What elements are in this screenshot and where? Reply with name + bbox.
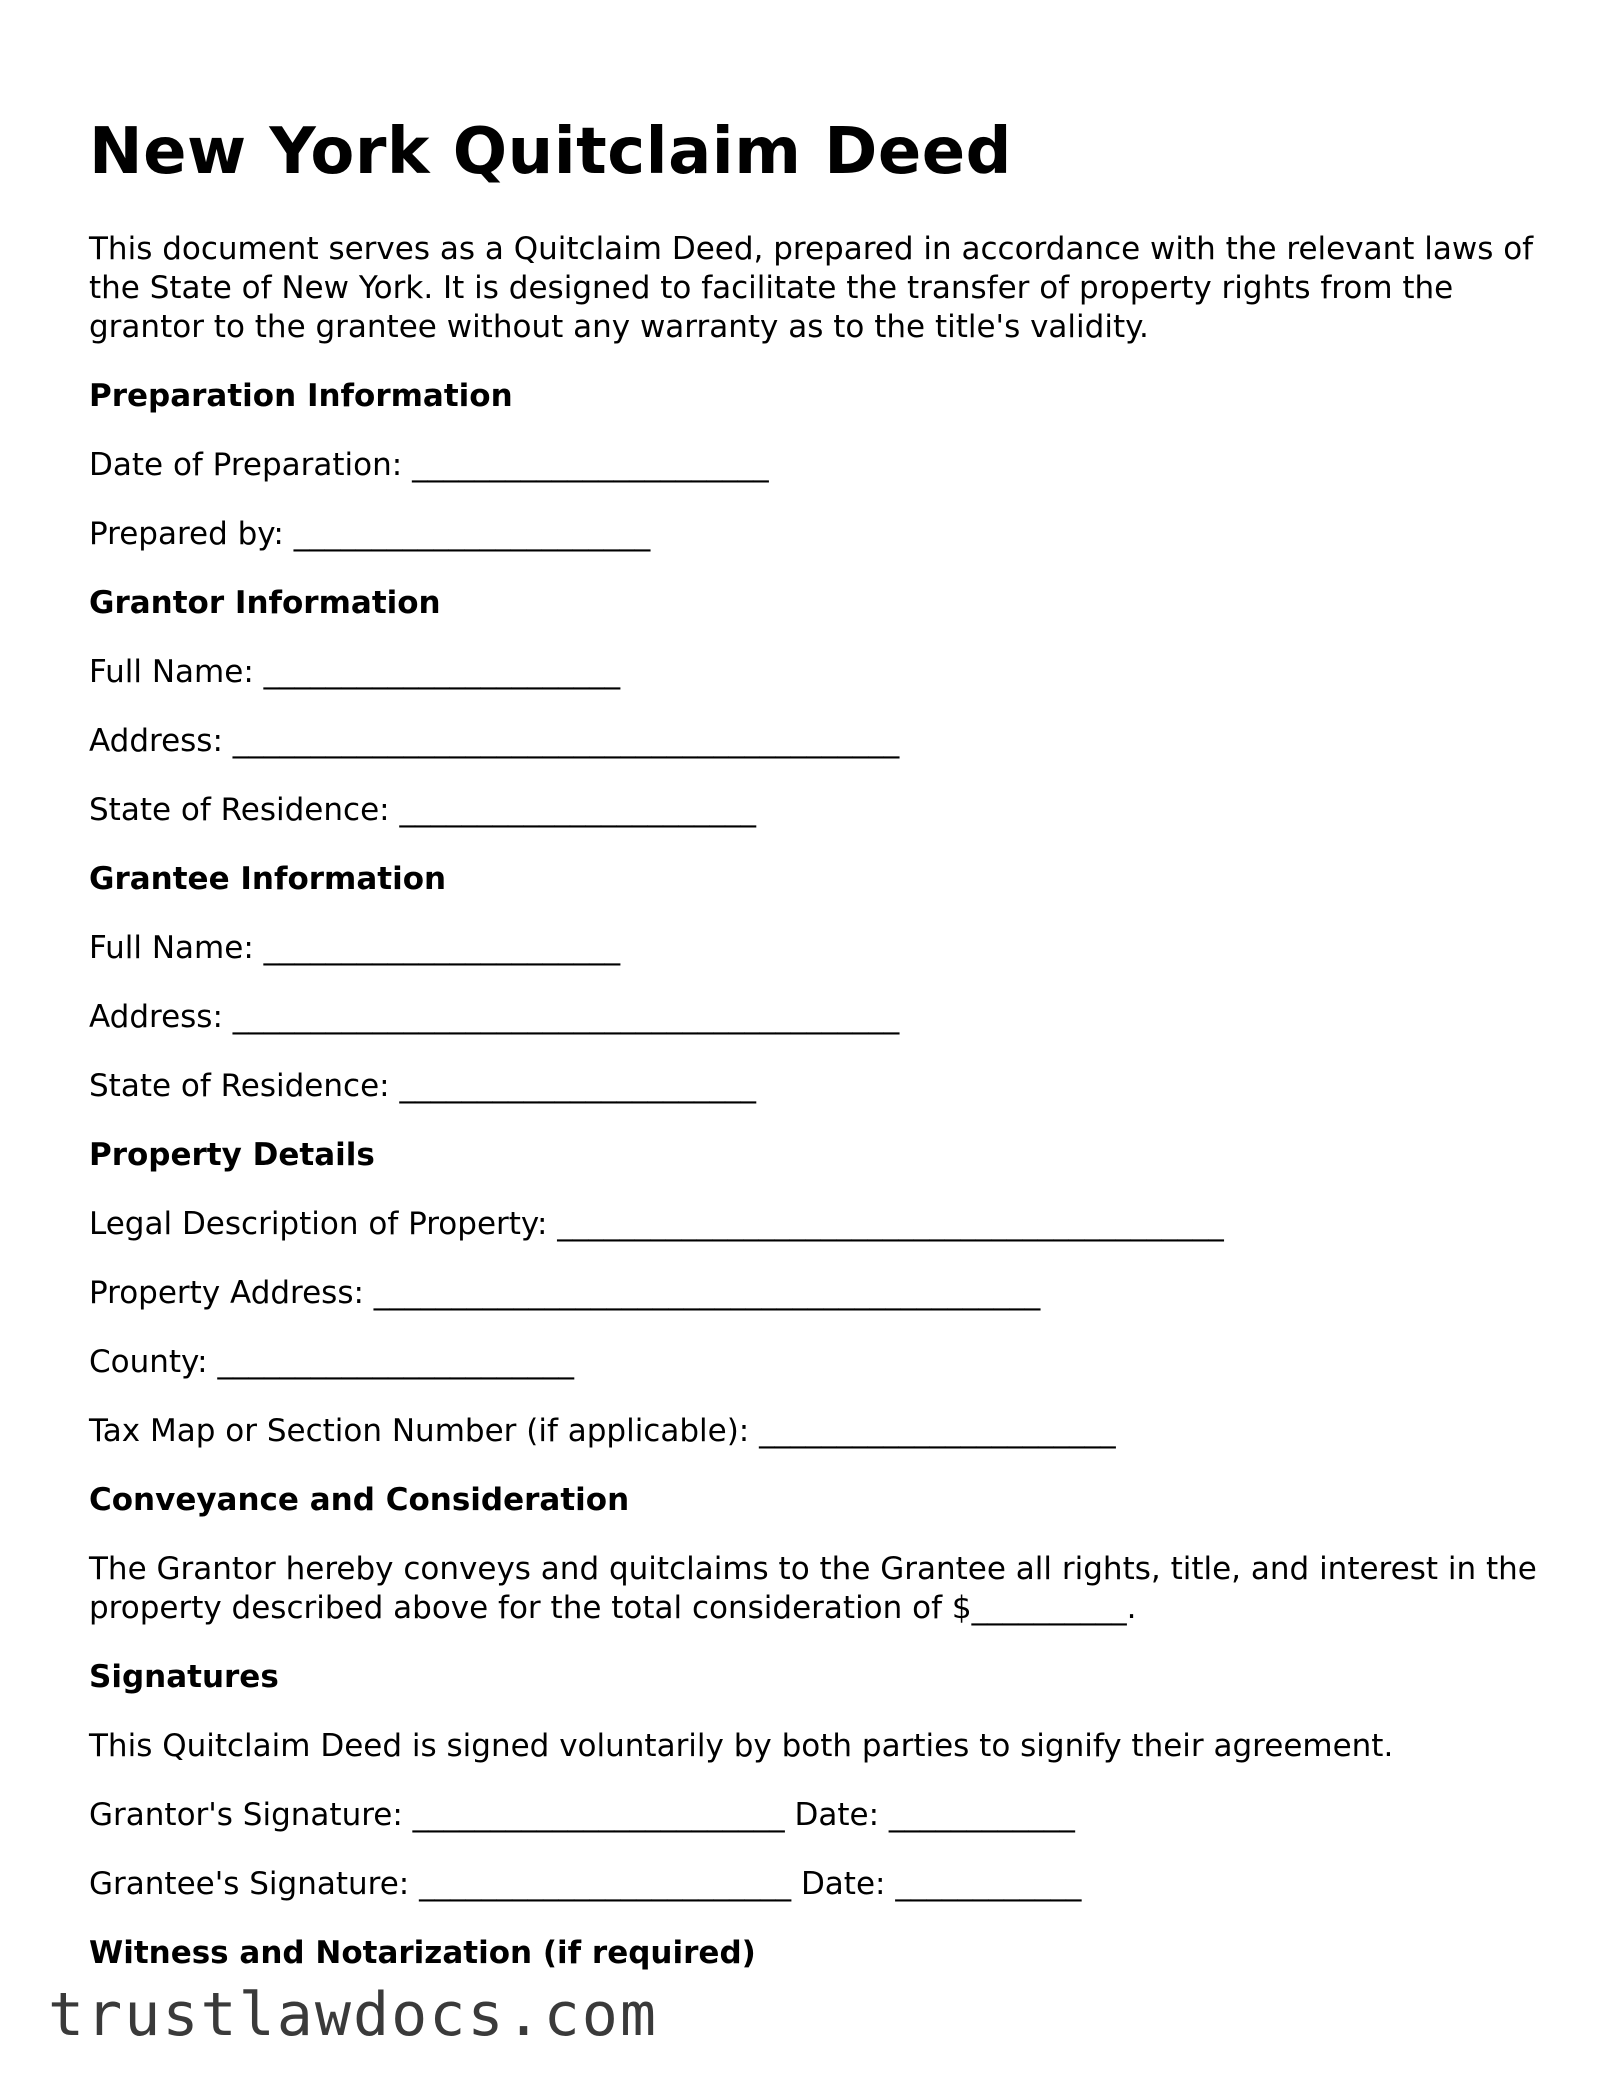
grantee-state-field: State of Residence: _______________________ bbox=[89, 1068, 756, 1104]
document-page bbox=[89, 112, 1549, 1973]
legal-description-field: Legal Description of Property: ___________________________________________ bbox=[89, 1206, 1224, 1242]
date-of-preparation-field: Date of Preparation: _______________________ bbox=[89, 447, 769, 483]
conveyance-paragraph: The Grantor hereby conveys and quitclaims to the Grantee all rights, title, and interest in the property described above for the total consideration of $__________. bbox=[89, 1551, 1537, 1626]
signatures-heading: Signatures bbox=[89, 1659, 279, 1695]
grantor-address-field: Address: ___________________________________________ bbox=[89, 723, 900, 759]
preparation-heading: Preparation Information bbox=[89, 378, 513, 414]
signatures-paragraph: This Quitclaim Deed is signed voluntarily by both parties to signify their agreement. bbox=[89, 1728, 1394, 1764]
grantee-heading: Grantee Information bbox=[89, 861, 447, 897]
grantee-full-name-field: Full Name: _______________________ bbox=[89, 930, 621, 966]
property-address-field: Property Address: ___________________________________________ bbox=[89, 1275, 1041, 1311]
grantor-heading: Grantor Information bbox=[89, 585, 441, 621]
grantor-full-name-field: Full Name: _______________________ bbox=[89, 654, 621, 690]
county-field: County: _______________________ bbox=[89, 1344, 574, 1380]
intro-paragraph: This document serves as a Quitclaim Deed, prepared in accordance with the relevant laws of the State of New York. It is designed to facilitate the transfer of property rights from the grantor to the grantee without any warranty as to the title's validity. bbox=[89, 231, 1534, 345]
watermark-text: trustlawdocs.com bbox=[48, 1980, 658, 2050]
grantee-address-field: Address: ___________________________________________ bbox=[89, 999, 900, 1035]
property-heading: Property Details bbox=[89, 1137, 375, 1173]
prepared-by-field: Prepared by: _______________________ bbox=[89, 516, 651, 552]
grantor-state-field: State of Residence: _______________________ bbox=[89, 792, 756, 828]
tax-map-field: Tax Map or Section Number (if applicable): _______________________ bbox=[89, 1413, 1116, 1449]
witness-heading: Witness and Notarization (if required) bbox=[89, 1935, 756, 1971]
document-title: New York Quitclaim Deed bbox=[89, 115, 1012, 189]
grantor-signature-field: Grantor's Signature: ________________________ Date: ____________ bbox=[89, 1797, 1075, 1833]
grantee-signature-field: Grantee's Signature: ________________________ Date: ____________ bbox=[89, 1866, 1082, 1902]
conveyance-heading: Conveyance and Consideration bbox=[89, 1482, 630, 1518]
